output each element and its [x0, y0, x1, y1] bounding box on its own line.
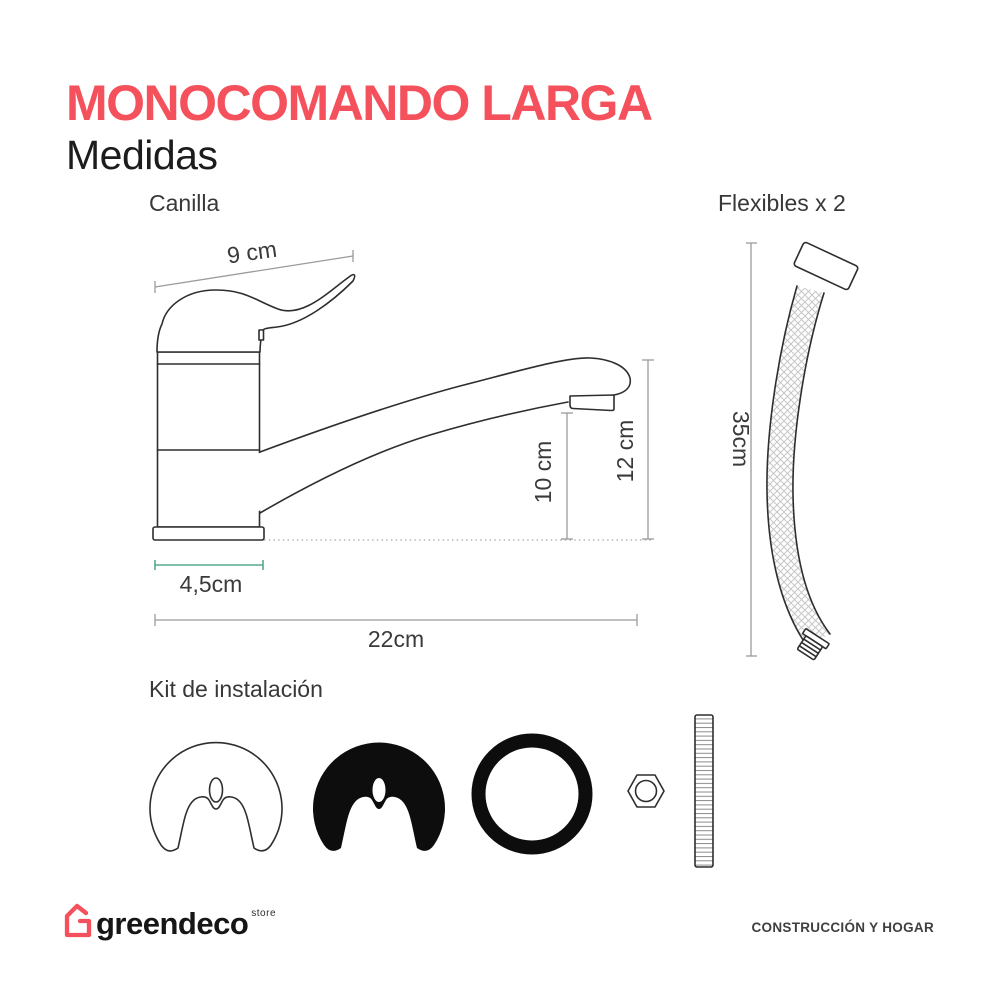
flexibles-section-label: Flexibles x 2 — [718, 190, 846, 216]
washer-outline-part — [150, 743, 282, 851]
faucet-section-label: Canilla — [149, 190, 220, 216]
faucet-handle — [157, 275, 355, 352]
faucet-indicator-button — [259, 330, 264, 340]
faucet-body — [158, 352, 260, 527]
installation-kit-diagram — [140, 705, 740, 880]
kit-section-label: Kit de instalación — [149, 676, 323, 702]
dim-label-45cm: 4,5cm — [179, 571, 243, 597]
hose-fitting-top — [793, 242, 858, 291]
dim-line-10cm — [530, 413, 573, 539]
flexible-hose-diagram — [700, 232, 890, 682]
faucet-spout — [257, 358, 630, 512]
dim-line-22cm — [155, 614, 637, 652]
o-ring-part — [479, 741, 586, 848]
house-g-logo-icon — [63, 902, 93, 940]
faucet-base-plate — [153, 527, 264, 540]
footer-tagline: CONSTRUCCIÓN Y HOGAR — [751, 920, 934, 935]
dim-line-45cm — [155, 560, 263, 597]
faucet-aerator — [570, 395, 614, 411]
brand-name: greendeco — [96, 906, 249, 941]
dim-line-9cm — [155, 236, 353, 293]
dim-label-22cm: 22cm — [367, 626, 425, 652]
hex-nut-part — [628, 775, 664, 807]
dim-line-35cm — [728, 243, 757, 656]
faucet-diagram — [140, 230, 670, 662]
brand-suffix: store — [251, 908, 277, 919]
dim-label-9cm: 9 cm — [225, 235, 279, 269]
washer-filled-part — [313, 743, 445, 851]
threaded-rod-part — [695, 715, 713, 867]
page-title: MONOCOMANDO LARGA — [66, 75, 652, 131]
dim-label-12cm: 12 cm — [612, 419, 638, 483]
dim-label-35cm: 35cm — [728, 410, 754, 468]
brand-logo — [96, 906, 276, 942]
dim-label-10cm: 10 cm — [530, 440, 556, 504]
page-subtitle: Medidas — [66, 132, 218, 178]
hose-body — [767, 286, 830, 646]
